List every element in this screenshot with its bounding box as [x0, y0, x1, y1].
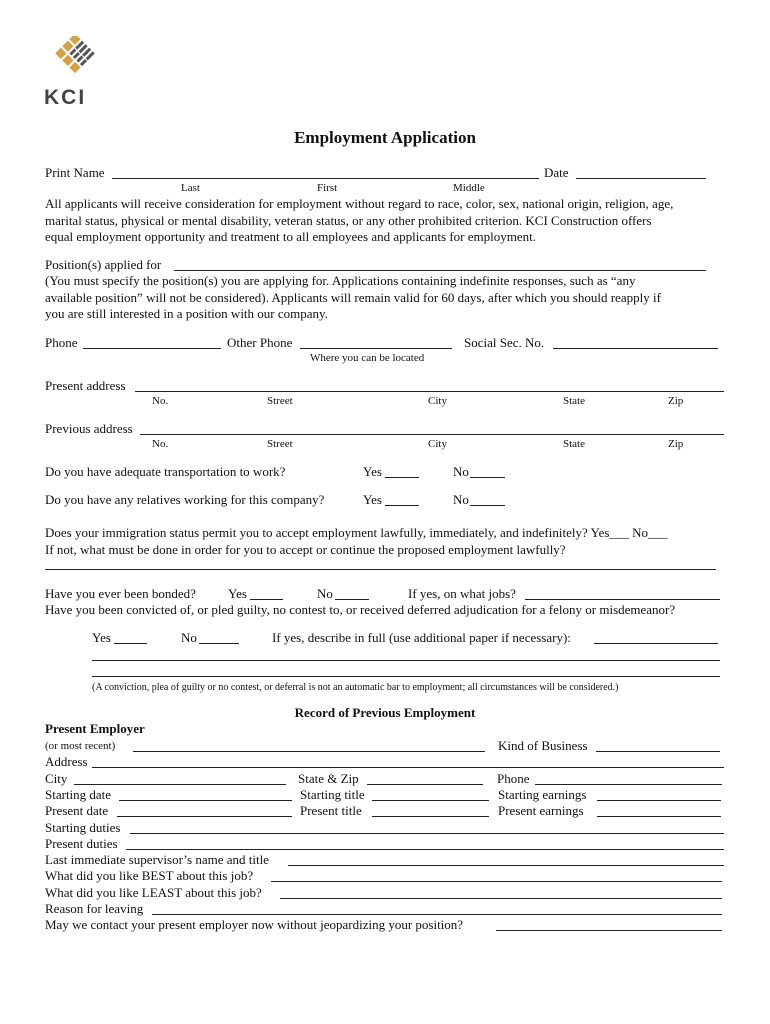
- starting-title-field[interactable]: [372, 800, 489, 801]
- position-note-2: available position” will not be considered). Applicants will remain valid for 60 days, after which you should reapply if: [45, 290, 661, 305]
- starting-duties-field[interactable]: [130, 833, 724, 834]
- where-located-caption: Where you can be located: [310, 352, 425, 364]
- bonded-yes-label: Yes: [228, 586, 247, 601]
- relatives-no-label: No: [453, 492, 469, 507]
- employer-phone-label: Phone: [497, 771, 530, 786]
- employer-state-zip-field[interactable]: [367, 784, 483, 785]
- transport-yes-field[interactable]: [385, 477, 419, 478]
- immigration-question-2: If not, what must be done in order for you to accept or continue the proposed employment lawfully?: [45, 542, 566, 557]
- immigration-question: Does your immigration status permit you to accept employment lawfully, immediately, and indefinitely? Yes___ No___: [45, 525, 668, 540]
- print-name-field[interactable]: [112, 178, 539, 179]
- convicted-describe-line-2[interactable]: [92, 660, 720, 661]
- present-address-street: Street: [267, 395, 293, 407]
- employer-name-field[interactable]: [133, 751, 485, 752]
- eeo-line-3: equal employment opportunity and treatment to all employees and applicants for employment.: [45, 229, 536, 244]
- present-title-label: Present title: [300, 803, 362, 818]
- previous-address-street: Street: [267, 438, 293, 450]
- record-heading: Record of Previous Employment: [294, 705, 476, 720]
- kind-of-business-label: Kind of Business: [498, 738, 588, 753]
- bonded-yes-field[interactable]: [250, 599, 283, 600]
- previous-address-field[interactable]: [140, 434, 724, 435]
- position-label: Position(s) applied for: [45, 257, 162, 272]
- previous-address-label: Previous address: [45, 421, 133, 436]
- phone-field[interactable]: [83, 348, 221, 349]
- previous-address-zip: Zip: [668, 438, 684, 450]
- kci-logo-mark-icon: [44, 36, 110, 82]
- present-address-zip: Zip: [668, 395, 684, 407]
- immigration-answer-field[interactable]: [45, 569, 716, 570]
- supervisor-field[interactable]: [288, 865, 724, 866]
- convicted-describe-label: If yes, describe in full (use additional paper if necessary):: [272, 630, 571, 645]
- position-field[interactable]: [174, 270, 706, 271]
- eeo-line-2: marital status, physical or mental disability, veteran status, or any other prohibited criterion. KCI Construction offers: [45, 213, 652, 228]
- bonded-jobs-label: If yes, on what jobs?: [408, 586, 516, 601]
- employer-city-field[interactable]: [74, 784, 286, 785]
- employer-state-zip-label: State & Zip: [298, 771, 359, 786]
- convicted-yes-label: Yes: [92, 630, 111, 645]
- liked-least-label: What did you like LEAST about this job?: [45, 885, 262, 900]
- transport-no-label: No: [453, 464, 469, 479]
- employer-phone-field[interactable]: [535, 784, 722, 785]
- reason-leaving-label: Reason for leaving: [45, 901, 144, 916]
- employer-city-label: City: [45, 771, 68, 786]
- convicted-describe-line-3[interactable]: [92, 676, 720, 677]
- employer-address-label: Address: [45, 754, 88, 769]
- present-address-state: State: [563, 395, 585, 407]
- present-earnings-label: Present earnings: [498, 803, 584, 818]
- position-note-3: you are still interested in a position with our company.: [45, 306, 328, 321]
- phone-label: Phone: [45, 335, 78, 350]
- present-employer-heading: Present Employer: [45, 721, 145, 736]
- present-duties-field[interactable]: [126, 849, 724, 850]
- bonded-question: Have you ever been bonded?: [45, 586, 196, 601]
- may-contact-field[interactable]: [496, 930, 722, 931]
- convicted-no-field[interactable]: [199, 643, 239, 644]
- present-address-no: No.: [152, 395, 169, 407]
- previous-address-no: No.: [152, 438, 169, 450]
- liked-best-label: What did you like BEST about this job?: [45, 868, 254, 883]
- bonded-no-label: No: [317, 586, 333, 601]
- name-last-caption: Last: [181, 182, 200, 194]
- print-name-label: Print Name: [45, 165, 105, 180]
- page-title: Employment Application: [294, 128, 476, 147]
- starting-date-field[interactable]: [119, 800, 292, 801]
- starting-date-label: Starting date: [45, 787, 112, 802]
- reason-leaving-field[interactable]: [152, 914, 722, 915]
- other-phone-label: Other Phone: [227, 335, 293, 350]
- starting-earnings-field[interactable]: [597, 800, 721, 801]
- date-field[interactable]: [576, 178, 706, 179]
- convicted-no-label: No: [181, 630, 197, 645]
- convicted-yes-field[interactable]: [114, 643, 147, 644]
- present-address-label: Present address: [45, 378, 126, 393]
- transport-no-field[interactable]: [470, 477, 505, 478]
- kci-logo: [44, 36, 110, 109]
- may-contact-label: May we contact your present employer now without jeopardizing your position?: [45, 917, 464, 932]
- previous-address-state: State: [563, 438, 585, 450]
- bonded-jobs-field[interactable]: [525, 599, 720, 600]
- ssn-label: Social Sec. No.: [464, 335, 545, 350]
- present-earnings-field[interactable]: [597, 816, 721, 817]
- conviction-note: (A conviction, plea of guilty or no contest, or deferral is not an automatic bar to employment; all circumstances will be considered.): [92, 682, 619, 693]
- date-label: Date: [544, 165, 569, 180]
- previous-address-city: City: [428, 438, 447, 450]
- eeo-line-1: All applicants will receive consideration for employment without regard to race, color, sex, national origin, religion, age,: [45, 196, 674, 211]
- transport-question: Do you have adequate transportation to work?: [45, 464, 286, 479]
- convicted-describe-field[interactable]: [594, 643, 718, 644]
- relatives-yes-field[interactable]: [385, 505, 419, 506]
- liked-best-field[interactable]: [271, 881, 722, 882]
- logo-text: KCI: [44, 86, 87, 109]
- other-phone-field[interactable]: [300, 348, 452, 349]
- present-duties-label: Present duties: [45, 836, 118, 851]
- transport-yes-label: Yes: [363, 464, 382, 479]
- starting-earnings-label: Starting earnings: [498, 787, 587, 802]
- relatives-question: Do you have any relatives working for this company?: [45, 492, 325, 507]
- present-date-field[interactable]: [117, 816, 292, 817]
- name-middle-caption: Middle: [453, 182, 485, 194]
- convicted-question: Have you been convicted of, or pled guilty, no contest to, or received deferred adjudication for a felony or misdemeanor?: [45, 602, 676, 617]
- present-title-field[interactable]: [372, 816, 489, 817]
- relatives-no-field[interactable]: [470, 505, 505, 506]
- starting-title-label: Starting title: [300, 787, 365, 802]
- most-recent-label: (or most recent): [45, 740, 116, 752]
- kind-of-business-field[interactable]: [596, 751, 720, 752]
- present-address-city: City: [428, 395, 447, 407]
- present-address-field[interactable]: [135, 391, 724, 392]
- relatives-yes-label: Yes: [363, 492, 382, 507]
- present-date-label: Present date: [45, 803, 109, 818]
- employer-address-field[interactable]: [92, 767, 724, 768]
- supervisor-label: Last immediate supervisor’s name and title: [45, 852, 269, 867]
- position-note-1: (You must specify the position(s) you are applying for. Applications containing indefinite responses, such as “any: [45, 273, 636, 288]
- ssn-field[interactable]: [553, 348, 718, 349]
- bonded-no-field[interactable]: [335, 599, 369, 600]
- starting-duties-label: Starting duties: [45, 820, 121, 835]
- name-first-caption: First: [317, 182, 338, 194]
- liked-least-field[interactable]: [280, 898, 722, 899]
